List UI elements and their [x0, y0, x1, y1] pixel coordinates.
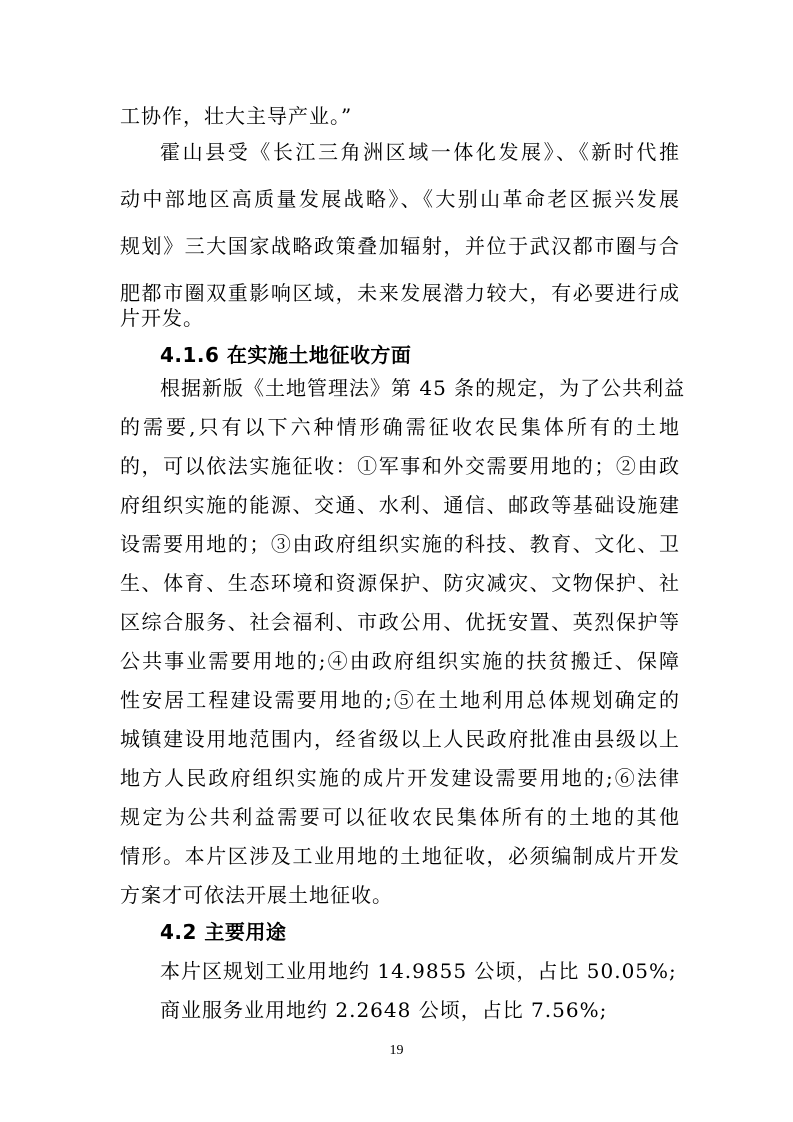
paragraph-line: 根据新版《土地管理法》第 45 条的规定，为了公共利益 — [160, 376, 686, 400]
paragraph-line: 肥都市圈双重影响区域，未来发展潜力较大，有必要进行成 — [120, 281, 680, 305]
paragraph-line: 霍山县受《长江三角洲区域一体化发展》、《新时代推 — [160, 140, 680, 164]
paragraph-line: 情形。本片区涉及工业用地的土地征收，必须编制成片开发 — [120, 844, 680, 868]
section-heading: 4.2 主要用途 — [160, 920, 287, 944]
paragraph-line: 区综合服务、社会福利、市政公用、优抚安置、英烈保护等 — [120, 610, 680, 634]
paragraph-line: 动中部地区高质量发展战略》、《大别山革命老区振兴发展 — [120, 187, 680, 211]
paragraph-line: 设需要用地的；③由政府组织实施的科技、教育、文化、卫 — [120, 532, 680, 556]
paragraph-line: 商业服务业用地约 2.2648 公顷，占比 7.56%; — [160, 998, 608, 1022]
paragraph-line: 生、体育、生态环境和资源保护、防灾减灾、文物保护、社 — [120, 571, 680, 595]
paragraph-line: 规划》三大国家战略政策叠加辐射，并位于武汉都市圈与合 — [120, 234, 680, 258]
paragraph-line: 性安居工程建设需要用地的;⑤在土地利用总体规划确定的 — [120, 688, 680, 712]
paragraph-line: 公共事业需要用地的;④由政府组织实施的扶贫搬迁、保障 — [120, 649, 680, 673]
section-heading: 4.1.6 在实施土地征收方面 — [160, 343, 412, 367]
paragraph-line: 城镇建设用地范围内，经省级以上人民政府批准由县级以上 — [120, 727, 680, 751]
paragraph-line: 方案才可依法开展土地征收。 — [120, 883, 393, 907]
paragraph-line: 本片区规划工业用地约 14.9855 公顷，占比 50.05%; — [160, 959, 677, 983]
paragraph-line: 地方人民政府组织实施的成片开发建设需要用地的;⑥法律 — [120, 766, 680, 790]
paragraph-line: 府组织实施的能源、交通、水利、通信、邮政等基础设施建 — [120, 493, 680, 517]
paragraph-line: 工协作，壮大主导产业。” — [120, 104, 353, 128]
page-number: 19 — [389, 1043, 404, 1058]
paragraph-line: 的需要,只有以下六种情形确需征收农民集体所有的土地 — [120, 415, 680, 439]
paragraph-line: 的，可以依法实施征收：①军事和外交需要用地的；②由政 — [120, 454, 680, 478]
paragraph-line: 片开发。 — [120, 306, 204, 330]
paragraph-line: 规定为公共利益需要可以征收农民集体所有的土地的其他 — [120, 805, 680, 829]
